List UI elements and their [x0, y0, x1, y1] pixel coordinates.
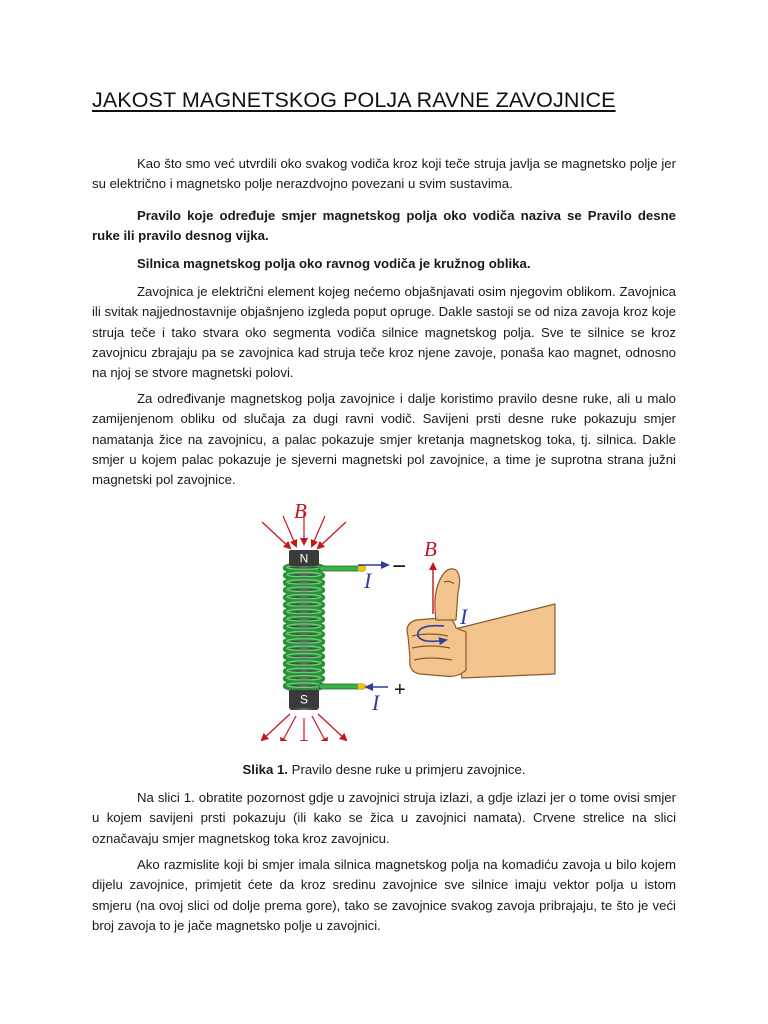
figure-caption	[92, 760, 676, 780]
lead-wire-bottom	[319, 684, 366, 689]
caption-label: Slika 1.	[242, 762, 288, 777]
current-label-bottom: I	[372, 690, 380, 715]
paragraph-2-rule: Pravilo koje određuje smjer magnetskog polja oko vodiča naziva se Pravilo desne ruke ili pravilo desnog vijka.	[92, 208, 676, 244]
figure-solenoid-right-hand-rule	[0, 496, 768, 741]
paragraph-5-right-hand: Za određivanje magnetskog polja zavojnice i dalje koristimo pravilo desne ruke, ali u malo zamijenjenom obliku od slučaja za dugi ravni vodič. Savijeni prsti desne ruke pokazuju smjer namatanja žice na zavojnicu, a palac pokazuje smjer kretanja magnetskog toka, tj. silnica. Dakle smjer u kojem palac pokazuje je sjeverni magnetski pol zavojnice, a time je suprotna strana južni magnetski pol zavojnice.	[92, 391, 676, 488]
field-label-hand: B	[424, 537, 437, 561]
field-arrows-bottom	[262, 714, 346, 741]
plus-sign: +	[394, 679, 406, 701]
paragraph-7-conclusion: Ako razmislite koji bi smjer imala silnica magnetskog polja na komadiću zavoja u bilo kojem dijelu zavojnice, primjetit ćete da kroz sredinu zavojnice sve silnice imaju vektor polja u istom smjeru (na ovoj slici od dolje prema gore), tako se zavojnice svakog zavoja pribrajaju, te što je veći broj zavoja to je jače magnetsko polje u zavojnici.	[92, 857, 676, 933]
right-hand-illustration	[407, 569, 555, 678]
paragraph-6-figure-note: Na slici 1. obratite pozornost gdje u zavojnici struja izlazi, a gdje izlazi jer o tome ovisi smjer u kojem savijeni prsti pokazuju (ili kako se žica u zavojnici namata). Crvene strelice na slici označavaju smjer magnetskog toka kroz zavojnicu.	[92, 790, 676, 846]
field-label-coil: B	[294, 499, 307, 523]
north-pole-label: N	[299, 551, 309, 566]
paragraph-4-coil: Zavojnica je električni element kojeg nećemo objašnjavati osim njegovim oblikom. Zavojnica ili svitak najjednostavnije objašnjeno izgleda poput opruge. Dakle sastoji se od niza zavoja kroz koje struja teče i tako stvara oko segmenta vodiča silnice magnetskog polja. Sve te silnice se kroz zavojnicu zbrajaju pa se zavojnica kad struja teče kroz njene zavoje, ponaša kao magnet, odnosno na njoj se stvore magnetski polovi.	[92, 284, 676, 381]
page-title: JAKOST MAGNETSKOG POLJA RAVNE ZAVOJNICE	[92, 88, 616, 112]
south-pole-label: S	[299, 692, 309, 707]
paragraph-3-field-line: Silnica magnetskog polja oko ravnog vodiča je kružnog oblika.	[137, 256, 531, 271]
current-label-top: I	[364, 568, 372, 593]
current-label-hand: I	[460, 604, 468, 629]
minus-sign: −	[392, 553, 407, 580]
paragraph-1: Kao što smo već utvrdili oko svakog vodiča kroz koji teče struja javlja se magnetsko polje jer su električno i magnetsko polje nerazdvojno povezani u svim sustavima.	[92, 156, 676, 192]
lead-wire-top	[319, 566, 366, 571]
caption-text: Pravilo desne ruke u primjeru zavojnice.	[287, 762, 526, 777]
